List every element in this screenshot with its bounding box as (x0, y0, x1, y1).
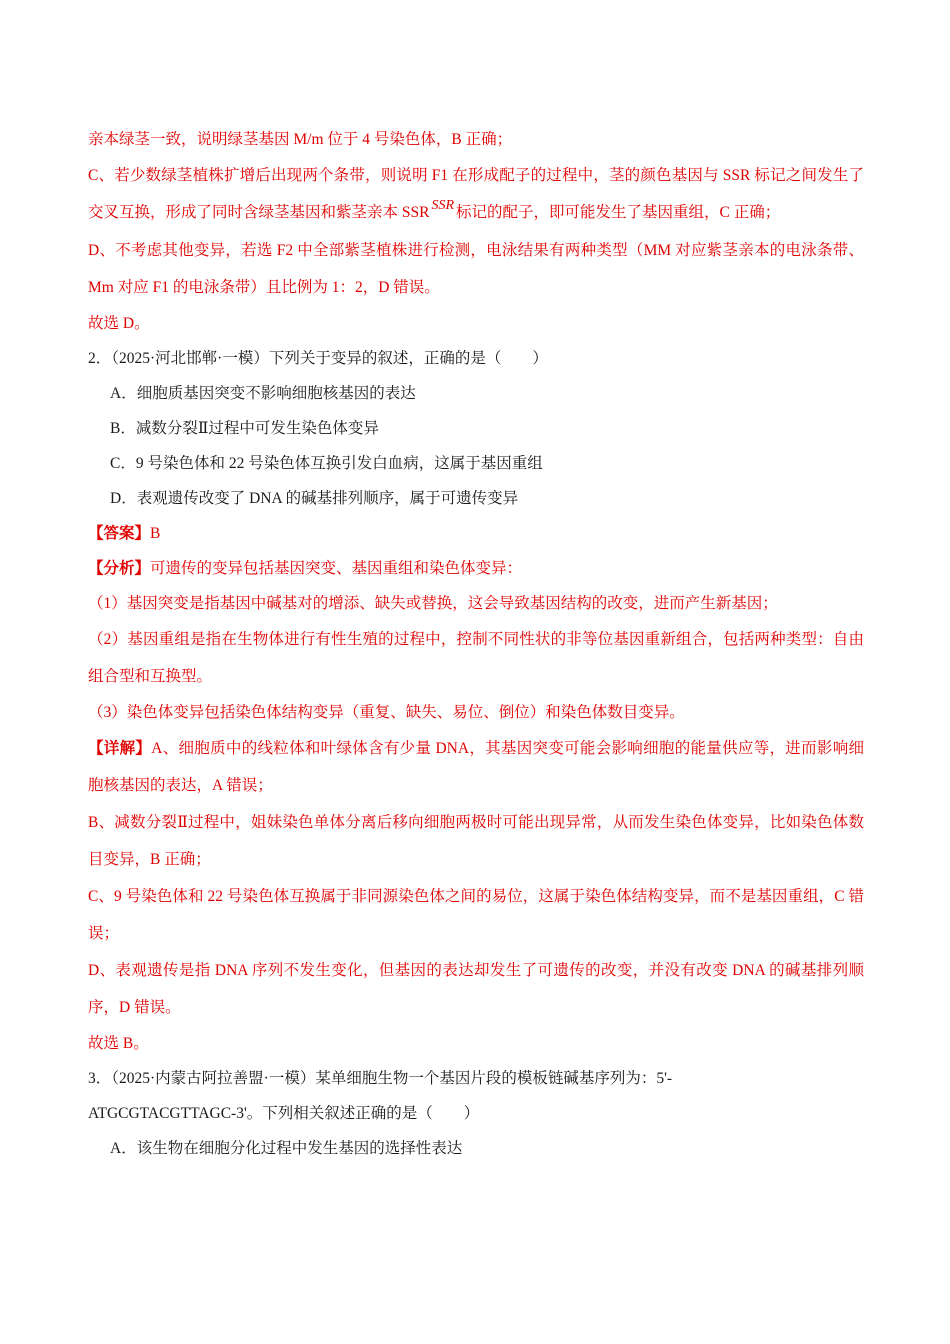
q2-option-a: A．细胞质基因突变不影响细胞核基因的表达 (110, 385, 416, 402)
ssr-superscript: SSR (431, 198, 455, 213)
q2-detail-b: B、减数分裂Ⅱ过程中，姐妹染色单体分离后移向细胞两极时可能出现异常，从而发生染色体变异，比如染色体数目变异，B 正确； (88, 814, 864, 868)
q2-detail-c: C、9 号染色体和 22 号染色体互换属于非同源染色体之间的易位，这属于染色体结构变异，而不是基因重组，C 错误； (88, 888, 864, 942)
analysis-text: 可遗传的变异包括基因突变、基因重组和染色体变异： (150, 560, 523, 577)
q2-detail-a (88, 730, 864, 804)
q2-point-3: （3）染色体变异包括染色体结构变异（重复、缺失、易位、倒位）和染色体数目变异。 (88, 704, 685, 721)
detail-a-text: A、细胞质中的线粒体和叶绿体含有少量 DNA，其基因突变可能会影响细胞的能量供应等，进而影响细胞核基因的表达，A 错误； (88, 740, 864, 794)
q1-detail-d: D、不考虑其他变异，若选 F2 中全部紫茎植株进行检测，电泳结果有两种类型（MM 对应紫茎亲本的电泳条带、Mm 对应 F1 的电泳条带）且比例为 1：2，D 错误。 (88, 242, 864, 296)
detail-tag: 【详解】 (88, 740, 152, 757)
q3-stem-line-1: 3．（2025·内蒙古阿拉善盟·一模）某单细胞生物一个基因片段的模板链碱基序列为：5'- (88, 1070, 673, 1087)
answer-value: B (150, 525, 161, 542)
q2-analysis (88, 551, 864, 586)
q1-b-conclusion: 亲本绿茎一致，说明绿茎基因 M/m 位于 4 号染色体，B 正确； (88, 131, 513, 148)
q2-answer (88, 516, 864, 551)
q2-stem: 2．（2025·河北邯郸·一模）下列关于变异的叙述，正确的是（ ） (88, 350, 548, 367)
q2-point-2: （2）基因重组是指在生物体进行有性生殖的过程中，控制不同性状的非等位基因重新组合，包括两种类型：自由组合型和互换型。 (88, 631, 864, 685)
q2-option-b: B．减数分裂Ⅱ过程中可发生染色体变异 (110, 420, 379, 437)
q1-choice: 故选 D。 (88, 315, 150, 332)
document-page (88, 122, 864, 1166)
q3-option-a: A．该生物在细胞分化过程中发生基因的选择性表达 (110, 1140, 463, 1157)
q2-detail-d: D、表观遗传是指 DNA 序列不发生变化，但基因的表达却发生了可遗传的改变，并没有改变 DNA 的碱基排列顺序，D 错误。 (88, 962, 864, 1016)
q1-detail-c (88, 157, 864, 232)
q2-choice: 故选 B。 (88, 1035, 149, 1052)
q1-detail-c-text-1: C、若少数绿茎植株扩增后出现两个条带，则说明 F1 在形成配子的过程中，茎的颜色基因与 SSR 标记之间发生了交叉互换，形成了同时含绿茎基因和紫茎亲本 SSR (88, 167, 864, 221)
q2-option-c: C．9 号染色体和 22 号染色体互换引发白血病，这属于基因重组 (110, 455, 543, 472)
q1-detail-c-text-2: 标记的配子，即可能发生了基因重组，C 正确； (456, 204, 781, 221)
q2-option-d: D．表观遗传改变了 DNA 的碱基排列顺序，属于可遗传变异 (110, 490, 519, 507)
q2-point-1: （1）基因突变是指基因中碱基对的增添、缺失或替换，这会导致基因结构的改变，进而产生新基因； (88, 595, 778, 612)
answer-tag: 【答案】 (88, 525, 151, 542)
analysis-tag: 【分析】 (88, 560, 151, 577)
q3-stem-line-2: ATGCGTACGTTAGC-3'。下列相关叙述正确的是（ ） (88, 1105, 480, 1122)
